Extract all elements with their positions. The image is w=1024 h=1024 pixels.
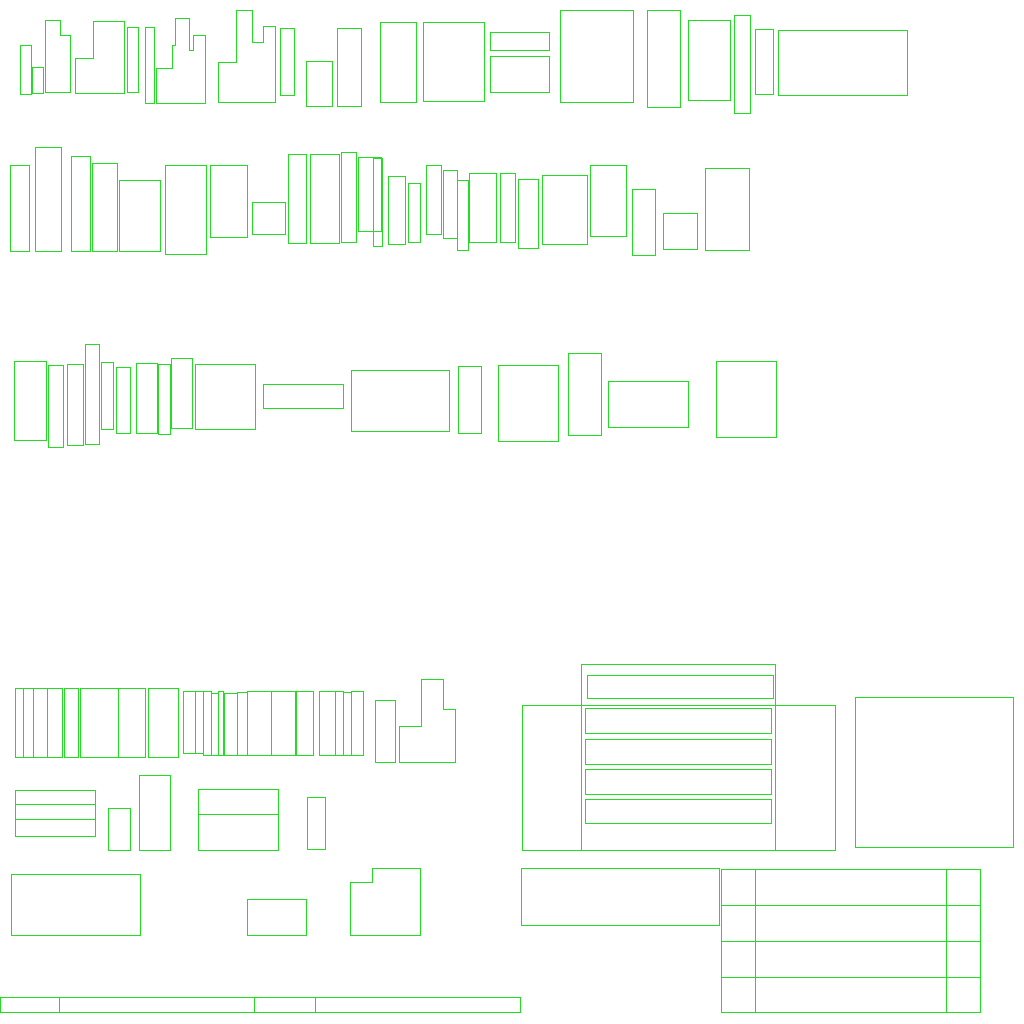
outline-box <box>289 155 307 244</box>
outline-box <box>308 798 326 850</box>
outline-box <box>119 689 146 758</box>
outline-box <box>199 790 279 851</box>
outline-box <box>648 11 681 108</box>
outline-box <box>543 176 588 245</box>
outline-box <box>128 28 139 93</box>
outline-box <box>523 706 836 851</box>
outline-box <box>389 177 406 245</box>
outline-box <box>491 57 550 93</box>
outline-box <box>586 800 772 824</box>
outline-box <box>409 184 421 243</box>
outline-box <box>109 809 131 851</box>
outline-box <box>561 11 634 103</box>
outline-box <box>212 694 219 756</box>
outline-box <box>93 164 118 252</box>
outline-box <box>238 693 248 756</box>
outline-box <box>458 181 469 251</box>
outline-box <box>588 676 774 699</box>
outline-box <box>311 155 340 244</box>
outline-box <box>36 148 62 252</box>
outline-box <box>722 906 981 942</box>
outline-box <box>159 365 171 435</box>
outline-box <box>140 776 171 851</box>
outline-box <box>307 62 333 107</box>
outline-box <box>1 998 60 1013</box>
outline-box <box>706 169 750 251</box>
outline-box <box>225 694 238 756</box>
outline-box <box>33 68 44 94</box>
outline-box <box>522 869 720 926</box>
outline-box <box>255 998 316 1013</box>
outline-box <box>320 692 336 756</box>
outline-box <box>444 171 458 239</box>
outline-box <box>253 203 286 235</box>
outline-box <box>65 689 79 758</box>
outline-box <box>856 698 1014 848</box>
outline-box <box>24 689 34 758</box>
outline-box <box>81 689 119 758</box>
outline-box <box>281 29 295 96</box>
outline-box <box>48 689 63 758</box>
outline-box <box>102 363 114 430</box>
outline-box <box>459 367 482 434</box>
outline-box <box>15 362 47 441</box>
outline-box <box>86 345 100 445</box>
outline-box <box>756 30 774 95</box>
outline-box <box>381 23 417 103</box>
outline-box <box>264 385 344 409</box>
outline-box <box>34 689 48 758</box>
outline-box <box>248 900 307 936</box>
outline-box <box>586 740 772 765</box>
outline-box <box>120 181 161 252</box>
outline-box <box>586 709 772 734</box>
outline-box <box>117 368 131 434</box>
outline-box <box>342 153 357 243</box>
outline-box <box>344 693 352 756</box>
outline-box <box>352 371 450 432</box>
outline-box <box>199 815 279 851</box>
outline-box <box>519 180 539 249</box>
outline-shape <box>46 21 71 93</box>
outline-box <box>501 174 516 243</box>
outline-box <box>689 21 731 101</box>
outline-box <box>717 362 777 438</box>
outline-box <box>609 382 689 428</box>
outline-box <box>376 701 396 763</box>
outline-shape <box>157 19 206 104</box>
outline-box <box>664 214 698 250</box>
outline-shape <box>76 22 125 94</box>
outline-box <box>68 365 84 446</box>
outline-layer <box>1 11 1014 1013</box>
outline-box <box>586 770 772 795</box>
outline-box <box>427 166 442 235</box>
outline-box <box>470 174 497 243</box>
outline-box <box>149 689 179 758</box>
outline-box <box>722 978 981 1013</box>
outline-box <box>16 805 96 820</box>
outline-box <box>172 359 193 429</box>
outline-box <box>591 166 627 237</box>
outline-box <box>204 692 212 756</box>
outline-box <box>352 692 364 756</box>
outline-box <box>146 28 155 104</box>
outline-box <box>569 354 602 436</box>
outline-box <box>166 166 207 255</box>
outline-box <box>359 158 382 232</box>
outline-box <box>272 692 296 756</box>
outline-box <box>633 190 656 256</box>
outline-box <box>491 33 550 51</box>
outline-box <box>735 16 751 114</box>
outline-box <box>779 31 908 96</box>
outline-box <box>72 157 91 252</box>
outline-box <box>11 166 30 252</box>
outline-shape <box>400 680 456 763</box>
outline-box <box>582 665 776 851</box>
outline-shape <box>219 11 276 103</box>
outline-box <box>424 23 485 102</box>
outline-box <box>184 692 196 754</box>
outline-box <box>16 791 96 837</box>
outline-box <box>338 29 362 107</box>
outline-box <box>219 692 224 756</box>
outline-box <box>196 365 256 430</box>
outline-box <box>21 46 32 95</box>
outline-box <box>211 166 248 238</box>
outline-shape <box>351 869 421 936</box>
outline-box <box>336 692 344 756</box>
outline-box <box>49 366 64 448</box>
outline-box <box>60 998 255 1013</box>
outline-box <box>297 692 314 756</box>
outline-box <box>316 998 521 1013</box>
outline-box <box>499 366 559 442</box>
outline-box <box>12 875 141 936</box>
outline-box <box>137 364 158 434</box>
outline-box <box>248 692 272 756</box>
outline-box <box>16 689 24 758</box>
outline-box <box>196 692 204 754</box>
